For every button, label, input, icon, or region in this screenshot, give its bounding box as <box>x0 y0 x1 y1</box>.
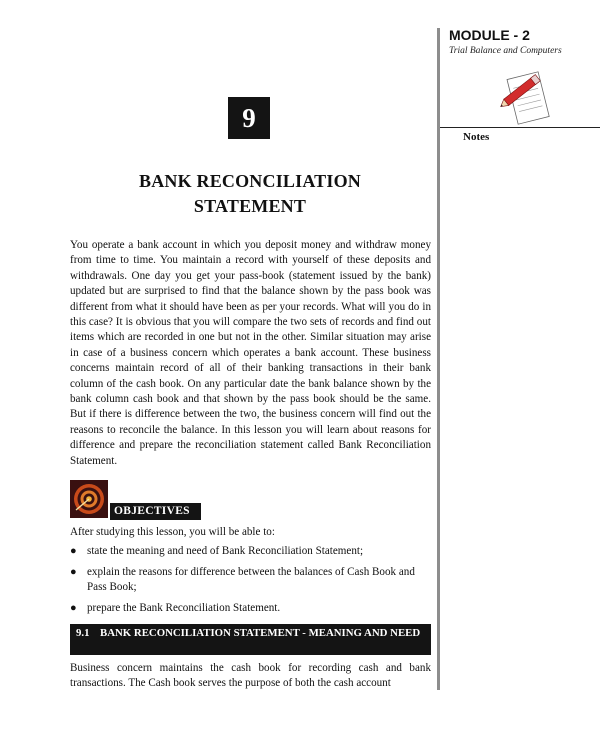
chapter-number: 9 <box>228 97 270 139</box>
notes-pencil-icon <box>494 62 554 133</box>
bullet-icon: ● <box>70 601 77 614</box>
section-heading <box>70 624 431 655</box>
objective-item <box>70 544 431 560</box>
objective-item <box>70 565 431 596</box>
objective-item <box>70 601 431 617</box>
module-subject: Trial Balance and Computers <box>449 46 562 56</box>
section-title: BANK RECONCILIATION STATEMENT - MEANING AND NEED <box>100 627 421 639</box>
objectives-intro: After studying this lesson, you will be able to: <box>70 526 275 538</box>
chapter-title-line1: BANK RECONCILIATION <box>139 171 361 191</box>
objective-text: prepare the Bank Reconciliation Statement. <box>87 601 281 614</box>
chapter-title <box>70 169 430 219</box>
section-number: 9.1 <box>76 627 90 639</box>
notes-label: Notes <box>463 131 490 143</box>
chapter-title-line2: STATEMENT <box>193 196 307 216</box>
section-paragraph: Business concern maintains the cash book for recording cash and bank transactions. The Cash book serves the purpose of both the cash account <box>70 662 431 690</box>
objectives-target-icon <box>70 480 108 518</box>
objectives-list <box>70 544 431 621</box>
module-label: MODULE - 2 <box>449 27 530 43</box>
objectives-label: OBJECTIVES <box>110 503 201 520</box>
intro-paragraph: You operate a bank account in which you deposit money and withdraw money from time to time. You maintain a record with yourself of these deposits and withdrawals. One day you get your pass-book (statement issued by the bank) updated but are surprised to find that the balance shown by the pass book was different from what it should have been as per your records. What will you do in this case? It is obvious that you will compare the two sets of records and find out items which are recorded in one but not in the other. Similar situation may arise in case of a business concern which operates a bank account. These business concerns maintain record of all of their banking transactions in their bank column of the cash book. On any particular date the bank balance shown by the bank column cash book and that shown by the pass book should be the same. But if there is difference between the two, the business concern will find out the reasons to reconcile the balance. In this lesson you will learn about reasons for difference and prepare the reconciliation statement called Bank Reconciliation Statement. <box>70 239 431 467</box>
bullet-icon: ● <box>70 565 77 578</box>
objective-text: state the meaning and need of Bank Reconciliation Statement; <box>87 545 364 557</box>
notes-rule <box>440 127 600 128</box>
bullet-icon: ● <box>70 545 77 557</box>
objective-text: explain the reasons for difference between the balances of Cash Book and Pass Book; <box>87 565 415 593</box>
